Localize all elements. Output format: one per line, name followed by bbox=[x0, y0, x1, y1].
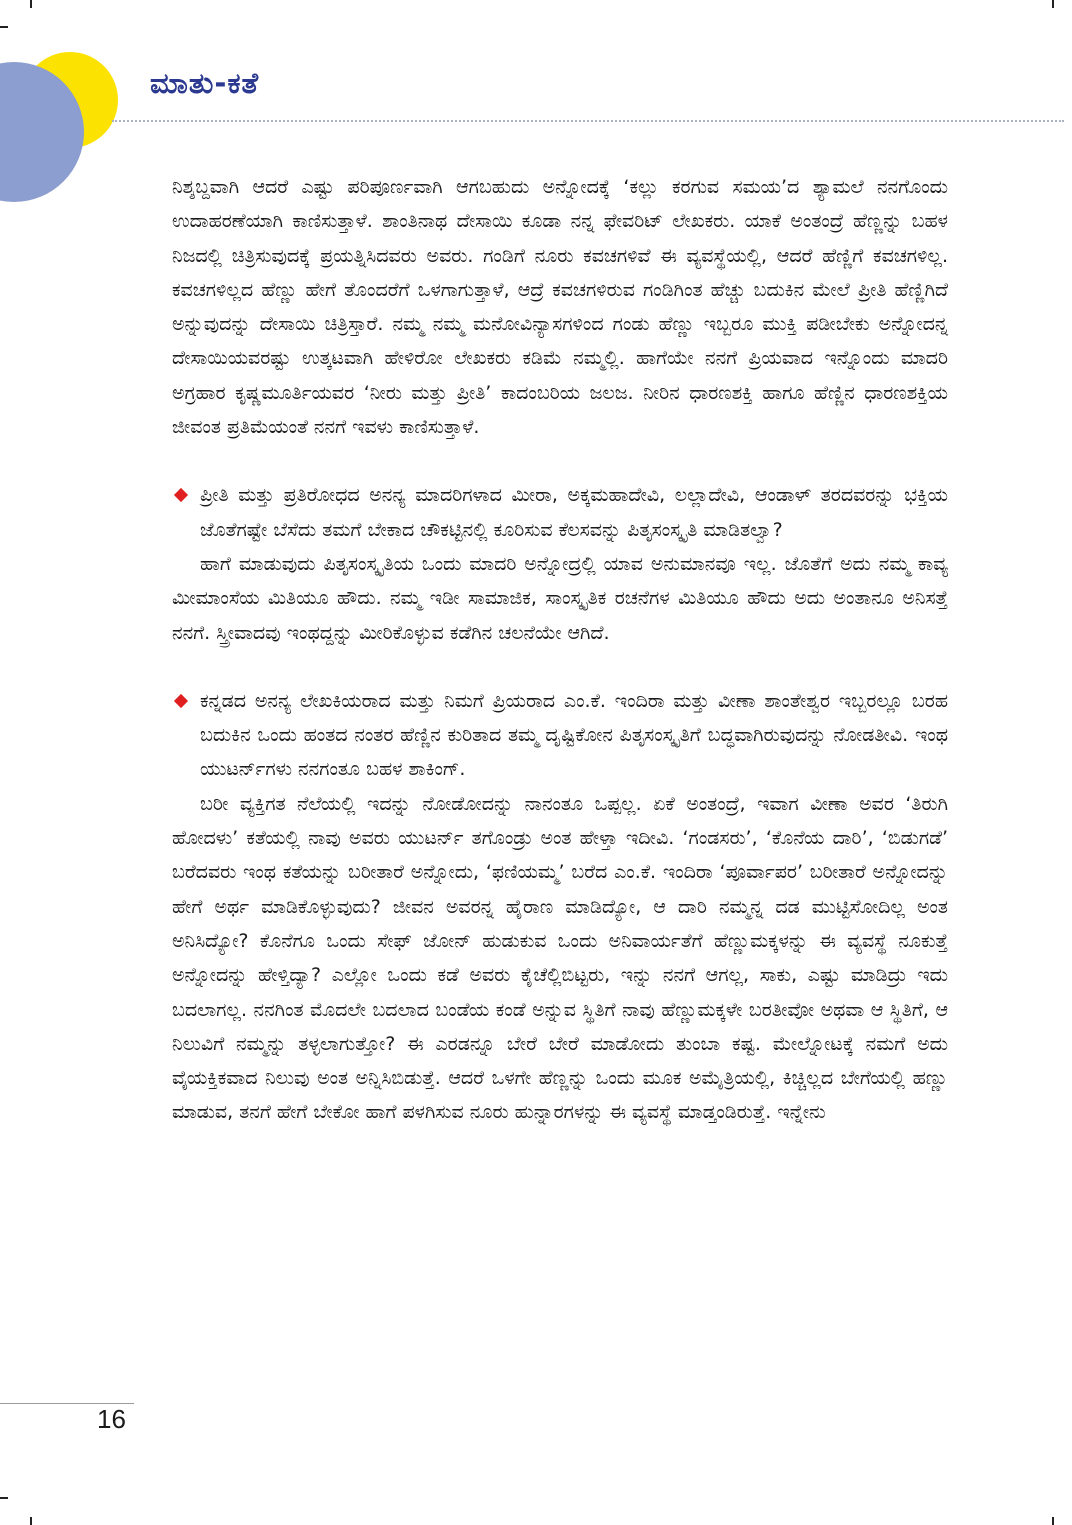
interview-question bbox=[172, 684, 948, 787]
red-diamond-bullet-icon bbox=[174, 488, 188, 502]
crop-mark bbox=[1052, 0, 1054, 8]
interview-answer: ಹಾಗೆ ಮಾಡುವುದು ಪಿತೃಸಂಸ್ಕೃತಿಯ ಒಂದು ಮಾದರಿ ಅನ್ನೋದ್ರಲ್ಲಿ ಯಾವ ಅನುಮಾನವೂ ಇಲ್ಲ. ಜೊತೆಗೆ ಅದು ನಮ್ಮ ಕಾವ್ಯ ಮೀಮಾಂಸೆಯ ಮಿತಿಯೂ ಹೌದು. ನಮ್ಮ ಇಡೀ ಸಾಮಾಜಿಕ, ಸಾಂಸ್ಕೃತಿಕ ರಚನೆಗಳ ಮಿತಿಯೂ ಹೌದು ಅದು ಅಂತಾನೂ ಅನಿಸತ್ತೆ ನನಗೆ. ಸ್ತ್ರೀವಾದವು ಇಂಥದ್ದನ್ನು ಮೀರಿಕೊಳ್ಳುವ ಕಡೆಗಿನ ಚಲನೆಯೇ ಆಗಿದೆ. bbox=[172, 552, 948, 644]
interview-question bbox=[172, 478, 948, 547]
question-text: ಕನ್ನಡದ ಅನನ್ಯ ಲೇಖಕಿಯರಾದ ಮತ್ತು ನಿಮಗೆ ಪ್ರಿಯರಾದ ಎಂ.ಕೆ. ಇಂದಿರಾ ಮತ್ತು ವೀಣಾ ಶಾಂತೇಶ್ವರ ಇಬ್ಬರಲ್ಲೂ ಬರಹ ಬದುಕಿನ ಒಂದು ಹಂತದ ನಂತರ ಹೆಣ್ಣಿನ ಕುರಿತಾದ ತಮ್ಮ ದೃಷ್ಟಿಕೋನ ಪಿತೃಸಂಸ್ಕೃತಿಗೆ ಬದ್ಧವಾಗಿರುವುದನ್ನು ನೋಡತೀವಿ. ಇಂಥ ಯುಟರ್ನ್‌ಗಳು ನನಗಂತೂ ಬಹಳ ಶಾಕಿಂಗ್. bbox=[200, 689, 948, 781]
interview-answer: ಬರೀ ವ್ಯಕ್ತಿಗತ ನೆಲೆಯಲ್ಲಿ ಇದನ್ನು ನೋಡೋದನ್ನು ನಾನಂತೂ ಒಪ್ಪಲ್ಲ. ಏಕೆ ಅಂತಂದ್ರೆ, ಇವಾಗ ವೀಣಾ ಅವರ ‘ತಿರುಗಿ ಹೋದಳು’ ಕತೆಯಲ್ಲಿ ನಾವು ಅವರು ಯುಟರ್ನ್ ತಗೊಂಡ್ರು ಅಂತ ಹೇಳ್ತಾ ಇದೀವಿ. ‘ಗಂಡಸರು’, ‘ಕೊನೆಯ ದಾರಿ’, ‘ಬಿಡುಗಡೆ’ ಬರೆದವರು ಇಂಥ ಕತೆಯನ್ನು ಬರೀತಾರೆ ಅನ್ನೋದು, ‘ಫಣಿಯಮ್ಮ’ ಬರೆದ ಎಂ.ಕೆ. ಇಂದಿರಾ ‘ಪೂರ್ವಾಪರ’ ಬರೀತಾರೆ ಅನ್ನೋದನ್ನು ಹೇಗೆ ಅರ್ಥ ಮಾಡಿಕೊಳ್ಳುವುದು? ಜೀವನ ಅವರನ್ನ ಹೈರಾಣ ಮಾಡಿದ್ಯೋ, ಆ ದಾರಿ ನಮ್ಮನ್ನ ದಡ ಮುಟ್ಟಿಸೋದಿಲ್ಲ ಅಂತ ಅನಿಸಿದ್ಯೋ? ಕೊನೆಗೂ ಒಂದು ಸೇಫ್ ಜೋನ್ ಹುಡುಕುವ ಒಂದು ಅನಿವಾರ್ಯತೆಗೆ ಹೆಣ್ಣುಮಕ್ಕಳನ್ನು ಈ ವ್ಯವಸ್ಥೆ ನೂಕುತ್ತೆ ಅನ್ನೋದನ್ನು ಹೇಳ್ತಿದ್ಯಾ? ಎಲ್ಲೋ ಒಂದು ಕಡೆ ಅವರು ಕೈಚೆಲ್ಲಿಬಿಟ್ಟರು, ಇನ್ನು ನನಗೆ ಆಗಲ್ಲ, ಸಾಕು, ಎಷ್ಟು ಮಾಡಿದ್ರು ಇದು ಬದಲಾಗಲ್ಲ. ನನಗಿಂತ ಮೊದಲೇ ಬದಲಾದ ಬಂಡೆಯ ಕಂಡೆ ಅನ್ನುವ ಸ್ಥಿತಿಗೆ ನಾವು ಹೆಣ್ಣುಮಕ್ಕಳೇ ಬರತೀವೋ ಅಥವಾ ಆ ಸ್ಥಿತಿಗೆ, ಆ ನಿಲುವಿಗೆ ನಮ್ಮನ್ನು ತಳ್ಳಲಾಗುತ್ತೋ? ಈ ಎರಡನ್ನೂ ಬೇರೆ ಬೇರೆ ಮಾಡೋದು ತುಂಬಾ ಕಷ್ಟ. ಮೇಲ್ನೋಟಕ್ಕೆ ನಮಗೆ ಅದು ವೈಯಕ್ತಿಕವಾದ ನಿಲುವು ಅಂತ ಅನ್ನಿಸಿಬಿಡುತ್ತೆ. ಆದರೆ ಒಳಗೇ ಹೆಣ್ಣನ್ನು ಒಂದು ಮೂಕ ಅಮೈತ್ರಿಯಲ್ಲಿ, ಕಿಚ್ಚಿಲ್ಲದ ಬೇಗೆಯಲ್ಲಿ ಹಣ್ಣು ಮಾಡುವ, ತನಗೆ ಹೇಗೆ ಬೇಕೋ ಹಾಗೆ ಪಳಗಿಸುವ ನೂರು ಹುನ್ನಾರಗಳನ್ನು ಈ ವ್ಯವಸ್ಥೆ ಮಾಡ್ತಂಡಿರುತ್ತೆ. ಇನ್ನೇನು bbox=[172, 792, 948, 1124]
article-body bbox=[172, 170, 948, 1130]
section-title: ಮಾತು-ಕತೆ bbox=[150, 66, 260, 100]
crop-mark bbox=[0, 1497, 8, 1499]
question-text: ಪ್ರೀತಿ ಮತ್ತು ಪ್ರತಿರೋಧದ ಅನನ್ಯ ಮಾದರಿಗಳಾದ ಮೀರಾ, ಅಕ್ಕಮಹಾದೇವಿ, ಲಲ್ಲಾದೇವಿ, ಆಂಡಾಳ್ ತರದವರನ್ನು ಭಕ್ತಿಯ ಜೊತೆಗಷ್ಟೇ ಬೆಸೆದು ತಮಗೆ ಬೇಕಾದ ಚೌಕಟ್ಟಿನಲ್ಲಿ ಕೂರಿಸುವ ಕೆಲಸವನ್ನು ಪಿತೃಸಂಸ್ಕೃತಿ ಮಾಡಿತಲ್ವಾ? bbox=[200, 484, 948, 541]
crop-mark bbox=[30, 0, 32, 8]
red-diamond-bullet-icon bbox=[174, 694, 188, 708]
crop-mark bbox=[0, 26, 8, 28]
page-number: 16 bbox=[97, 1404, 126, 1434]
crop-mark bbox=[30, 1517, 32, 1525]
header-dotted-rule bbox=[112, 120, 1064, 122]
crop-mark bbox=[1052, 1517, 1054, 1525]
paragraph: ನಿಶ್ಶಬ್ದವಾಗಿ ಆದರೆ ಎಷ್ಟು ಪರಿಪೂರ್ಣವಾಗಿ ಆಗಬಹುದು ಅನ್ನೋದಕ್ಕೆ ‘ಕಲ್ಲು ಕರಗುವ ಸಮಯ’ದ ಶ್ಯಾಮಲೆ ನನಗೊಂದು ಉದಾಹರಣೆಯಾಗಿ ಕಾಣಿಸುತ್ತಾಳೆ. ಶಾಂತಿನಾಥ ದೇಸಾಯಿ ಕೂಡಾ ನನ್ನ ಫೇವರಿಟ್ ಲೇಖಕರು. ಯಾಕೆ ಅಂತಂದ್ರೆ ಹೆಣ್ಣನ್ನು ಬಹಳ ನಿಜದಲ್ಲಿ ಚಿತ್ರಿಸುವುದಕ್ಕೆ ಪ್ರಯತ್ನಿಸಿದವರು ಅವರು. ಗಂಡಿಗೆ ನೂರು ಕವಚಗಳಿವೆ ಈ ವ್ಯವಸ್ಥೆಯಲ್ಲಿ, ಆದರೆ ಹೆಣ್ಣಿಗೆ ಕವಚಗಳಿಲ್ಲ. ಕವಚಗಳಿಲ್ಲದ ಹೆಣ್ಣು ಹೇಗೆ ತೊಂದರೆಗೆ ಒಳಗಾಗುತ್ತಾಳೆ, ಆದ್ರೆ ಕವಚಗಳಿರುವ ಗಂಡಿಗಿಂತ ಹೆಚ್ಚು ಬದುಕಿನ ಮೇಲೆ ಪ್ರೀತಿ ಹೆಣ್ಣಿಗಿದೆ ಅನ್ನುವುದನ್ನು ದೇಸಾಯಿ ಚಿತ್ರಿಸ್ತಾರೆ. ನಮ್ಮ ನಮ್ಮ ಮನೋವಿನ್ಯಾಸಗಳಿಂದ ಗಂಡು ಹೆಣ್ಣು ಇಬ್ಬರೂ ಮುಕ್ತಿ ಪಡೀಬೇಕು ಅನ್ನೋದನ್ನ ದೇಸಾಯಿಯವರಷ್ಟು ಉತ್ಕಟವಾಗಿ ಹೇಳಿರೋ ಲೇಖಕರು ಕಡಿಮೆ ನಮ್ಮಲ್ಲಿ. ಹಾಗೆಯೇ ನನಗೆ ಪ್ರಿಯವಾದ ಇನ್ನೊಂದು ಮಾದರಿ ಅಗ್ರಹಾರ ಕೃಷ್ಣಮೂರ್ತಿಯವರ ‘ನೀರು ಮತ್ತು ಪ್ರೀತಿ’ ಕಾದಂಬರಿಯ ಜಲಜ. ನೀರಿನ ಧಾರಣಶಕ್ತಿ ಹಾಗೂ ಹೆಣ್ಣಿನ ಧಾರಣಶಕ್ತಿಯ ಜೀವಂತ ಪ್ರತಿಮೆಯಂತೆ ನನಗೆ ಇವಳು ಕಾಣಿಸುತ್ತಾಳೆ. bbox=[172, 176, 948, 439]
